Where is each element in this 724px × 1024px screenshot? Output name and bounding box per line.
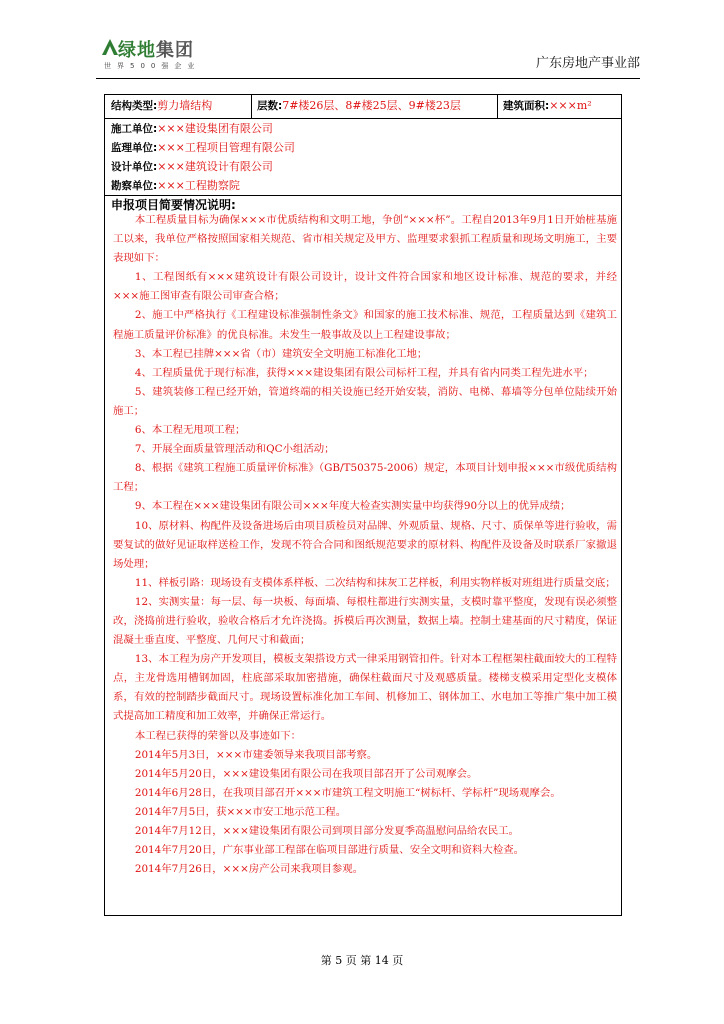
info-row-structure bbox=[105, 96, 621, 118]
summary-paragraph: 2014年5月3日，×××市建委领导来我项目部考察。 bbox=[134, 748, 378, 761]
floors-label: 层数: bbox=[257, 100, 283, 112]
structure-label: 结构类型: bbox=[111, 100, 158, 112]
summary-paragraph: 本工程质量目标为确保×××市优质结构和文明工地，争创“×××杯”。工程自2013年9月1日开始桩基施工以来，我单位严格按照国家相关规范、省市相关规定及甲方、监理要求狠抓工程质量和现场文明施工，主要表现如下： bbox=[113, 214, 617, 265]
header-divider bbox=[96, 78, 640, 79]
logo-brand-rest: 集团 bbox=[156, 40, 194, 61]
construction-label: 施工单位: bbox=[111, 123, 158, 135]
summary-paragraph: 4、工程质量优于现行标准，获得×××建设集团有限公司标杆工程，并具有省内同类工程先进水平； bbox=[134, 366, 594, 379]
design-value: ×××建筑设计有限公司 bbox=[157, 160, 273, 173]
cell-divider bbox=[497, 95, 498, 118]
summary-paragraph: 2、施工中严格执行《工程建设标准强制性条文》和国家的施工技术标准、规范，工程质量达到《建筑工程施工质量评价标准》的优良标准。未发生一般事故及以上工程建设事故； bbox=[113, 309, 617, 341]
supervision-label: 监理单位: bbox=[111, 142, 158, 154]
summary-paragraph: 7、开展全面质量管理活动和QC小组活动； bbox=[134, 443, 335, 456]
summary-paragraph: 8、根据《建筑工程施工质量评价标准》（GB/T50375-2006）规定，本项目计划申报×××市级优质结构工程； bbox=[113, 462, 617, 494]
summary-paragraph: 12、实测实量：每一层、每一块板、每面墙、每根柱都进行实测实量，支模时靠平整度，发现有误必须整改，浇捣前进行验收，验收合格后才允许浇捣。拆模后再次测量，数据上墙。控制土建基面的尺寸精度，保证混凝土垂直度、平整度、几何尺寸和截面； bbox=[113, 595, 617, 647]
logo-title bbox=[118, 36, 194, 62]
summary-paragraph: 2014年7月26日，×××房产公司来我项目参观。 bbox=[134, 863, 364, 876]
summary-paragraph: 3、本工程已挂牌×××省（市）建筑安全文明施工标准化工地； bbox=[134, 347, 428, 360]
summary-body bbox=[113, 211, 617, 879]
summary-paragraph: 5、建筑装修工程已经开始，管道终端的相关设施已经开始安装，消防、电梯、幕墙等分包单位陆续开始施工； bbox=[113, 385, 617, 417]
cell-divider bbox=[251, 95, 252, 118]
survey-value: ×××工程勘察院 bbox=[157, 179, 240, 192]
summary-title: 申报项目简要情况说明: bbox=[111, 198, 236, 212]
area-value: ×××m² bbox=[549, 99, 592, 112]
department-name: 广东房地产事业部 bbox=[535, 56, 640, 71]
floors-value: 7#楼26层、8#楼25层、9#楼23层 bbox=[282, 99, 461, 112]
logo-leaf-icon bbox=[100, 37, 120, 57]
summary-paragraph: 6、本工程无甩项工程； bbox=[134, 424, 246, 437]
supervision-value: ×××工程项目管理有限公司 bbox=[157, 141, 295, 154]
summary-paragraph: 本工程已获得的荣誉以及事迹如下： bbox=[134, 729, 302, 742]
summary-paragraph: 11、样板引路：现场设有支模体系样板、二次结构和抹灰工艺样板，利用实物样板对班组进行质量交底； bbox=[134, 576, 616, 589]
application-form-table bbox=[104, 94, 622, 916]
summary-paragraph: 2014年7月12日，×××建设集团有限公司到项目部分发夏季高温慰问品给农民工。 bbox=[134, 825, 519, 837]
logo-brand-green: 绿地 bbox=[118, 40, 156, 61]
summary-paragraph: 2014年7月5日，获×××市安工地示范工程。 bbox=[134, 805, 347, 818]
summary-paragraph: 2014年7月20日，广东事业部工程部在临项目部进行质量、安全文明和资料大检查。 bbox=[134, 844, 524, 857]
page-footer: 第 5 页 第 14 页 bbox=[320, 954, 404, 967]
summary-paragraph: 10、原材料、构配件及设备进场后由项目质检员对品牌、外观质量、规格、尺寸、质保单等进行验收，需要复试的做好见证取样送检工作，发现不符合合同和图纸规范要求的原材料、构配件及设备及时联系厂家撤退场处理； bbox=[113, 519, 617, 570]
design-label: 设计单位: bbox=[111, 161, 158, 173]
summary-paragraph: 9、本工程在×××建设集团有限公司×××年度大检查实测实量中均获得90分以上的优异成绩； bbox=[134, 500, 571, 513]
summary-paragraph: 2014年6月28日，在我项目部召开×××市建筑工程文明施工“树标杆、学标杆”现场观摩会。 bbox=[134, 786, 561, 799]
structure-value: 剪力墙结构 bbox=[157, 99, 213, 112]
company-logo bbox=[96, 34, 236, 74]
summary-paragraph: 1、工程图纸有×××建筑设计有限公司设计，设计文件符合国家和地区设计标准、规范的要求，并经×××施工图审查有限公司审查合格； bbox=[113, 271, 617, 303]
logo-tagline: 世界500强企业 bbox=[104, 62, 201, 70]
summary-paragraph: 13、本工程为房产开发项目，模板支架搭设方式一律采用钢管扣件。针对本工程框架柱截面较大的工程特点，主龙骨选用槽钢加固，柱底部采取加密措施，确保柱截面尺寸及观感质量。楼梯支模采用定型化支模体系，有效的控制踏步截面尺寸。现场设置标准化加工车间、机修加工、钢体加工、水电加工等推广集中加工模式提高加工精度和加工效率，并确保正常运行。 bbox=[113, 653, 617, 723]
summary-paragraph: 2014年5月20日，×××建设集团有限公司在我项目部召开了公司观摩会。 bbox=[134, 767, 478, 780]
construction-value: ×××建设集团有限公司 bbox=[157, 122, 273, 135]
survey-label: 勘察单位: bbox=[111, 180, 158, 192]
area-label: 建筑面积: bbox=[503, 100, 550, 112]
page-header bbox=[96, 28, 640, 78]
